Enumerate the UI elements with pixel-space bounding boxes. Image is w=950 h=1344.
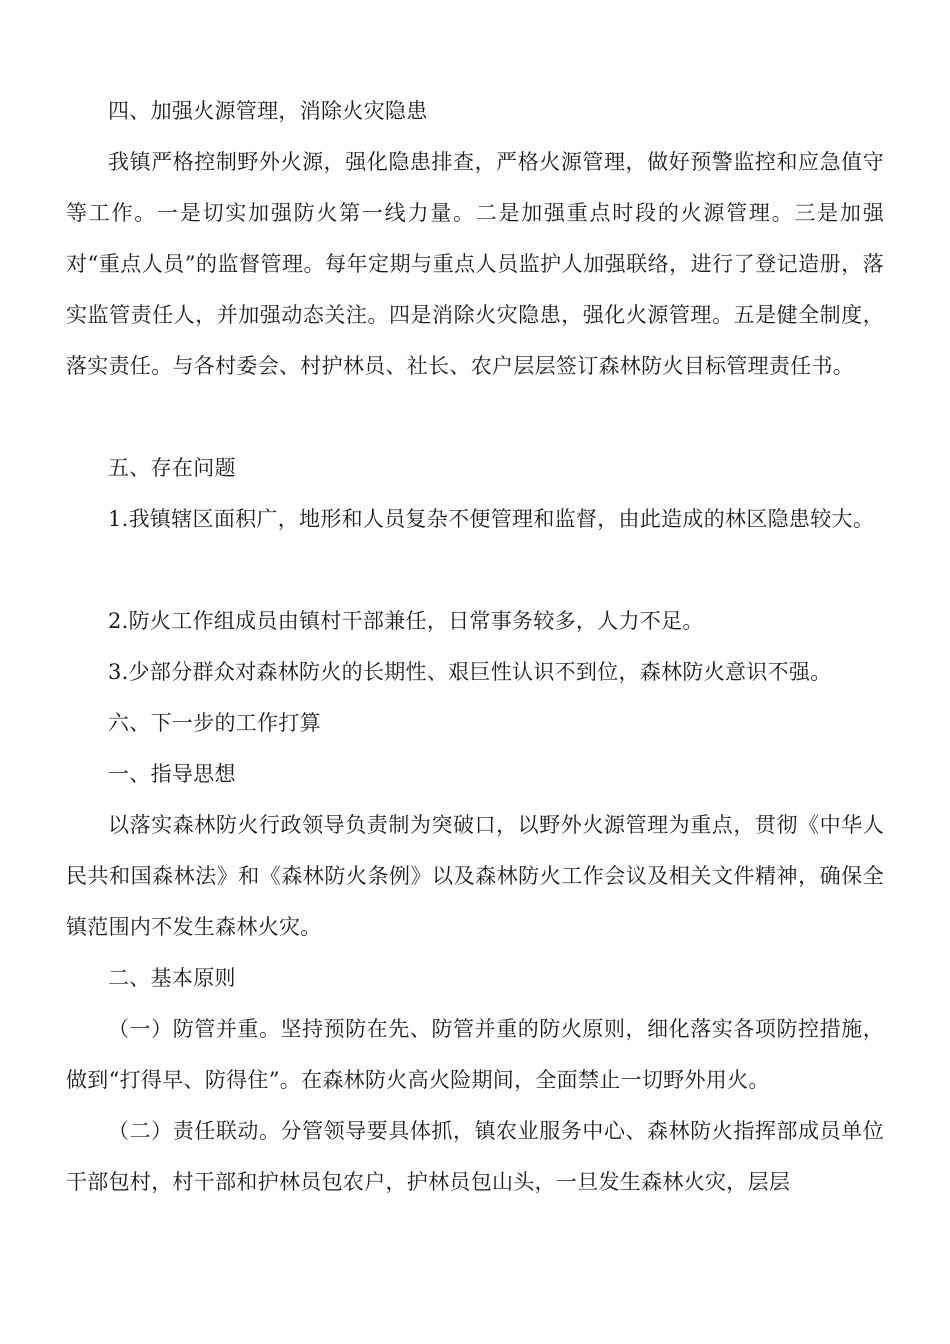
section-heading-problems: 五、存在问题 <box>108 456 236 480</box>
problem-item-1: 1.我镇辖区面积广，地形和人员复杂不便管理和监督，由此造成的林区隐患较大。 <box>108 507 875 531</box>
problem-item-3: 3.少部分群众对森林防火的长期性、艰巨性认识不到位，森林防火意识不强。 <box>108 660 832 684</box>
paragraph-fire-source-management: 我镇严格控制野外火源，强化隐患排查，严格火源管理，做好预警监控和应急值守等工作。一是切实加强防火第一线力量。二是加强重点时段的火源管理。三是加强对“重点人员”的监督管理。每年定期与重点人员监护人加强联络，进行了登记造册，落实监管责任人，并加强动态关注。四是消除火灾隐患，强化火源管理。五是健全制度，落实责任。与各村委会、村护林员、社长、农户层层签订森林防火目标管理责任书。 <box>66 150 884 378</box>
subheading-basic-principles: 二、基本原则 <box>108 966 236 990</box>
paragraph-guiding-ideology: 以落实森林防火行政领导负责制为突破口，以野外火源管理为重点，贯彻《中华人民共和国森林法》和《森林防火条例》以及森林防火工作会议及相关文件精神，确保全镇范围内不发生森林火灾。 <box>66 813 884 939</box>
subheading-guiding-ideology: 一、指导思想 <box>108 762 236 786</box>
principle-item-2: （二）责任联动。分管领导要具体抓，镇农业服务中心、森林防火指挥部成员单位干部包村，村干部和护林员包农户，护林员包山头，一旦发生森林火灾，层层 <box>66 1119 884 1194</box>
section-heading-fire-source: 四、加强火源管理，消除火灾隐患 <box>108 99 428 123</box>
section-heading-next-steps: 六、下一步的工作打算 <box>108 711 321 735</box>
principle-item-1: （一）防管并重。坚持预防在先、防管并重的防火原则，细化落实各项防控措施，做到“打得早、防得住”。在森林防火高火险期间，全面禁止一切野外用火。 <box>66 1017 884 1092</box>
problem-item-2: 2.防火工作组成员由镇村干部兼任，日常事务较多，人力不足。 <box>108 609 704 633</box>
